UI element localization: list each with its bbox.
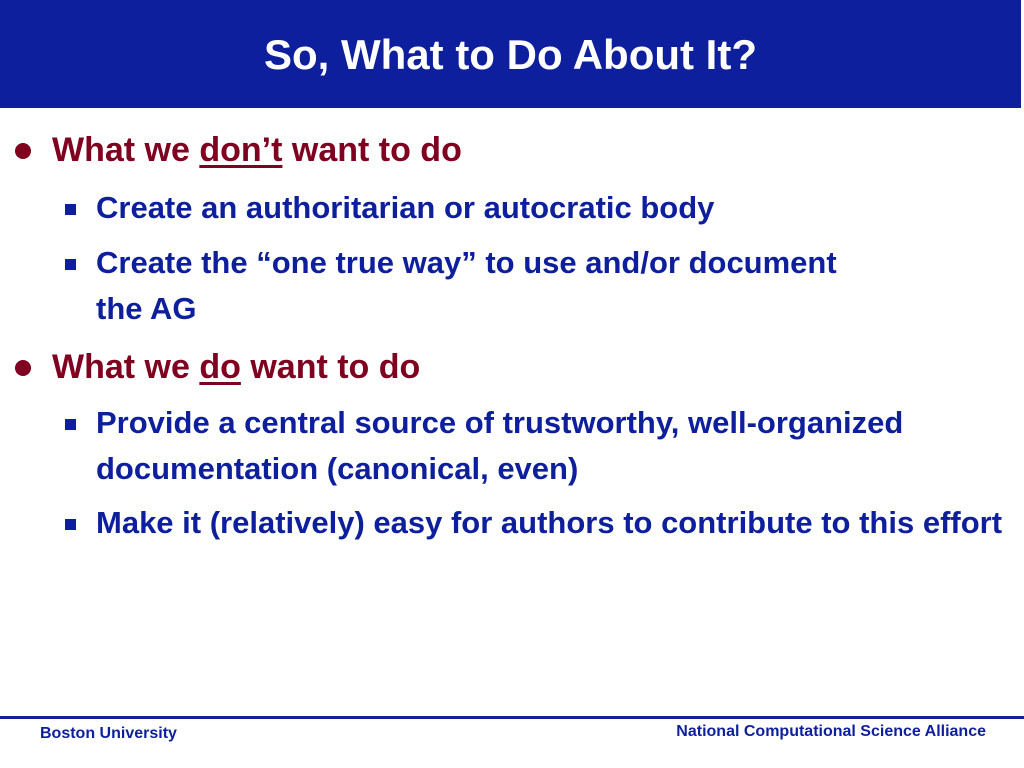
sub-bullet: Provide a central source of trustworthy, well-organized documentation (canonical, even) xyxy=(96,405,904,486)
round-bullet-icon xyxy=(15,143,31,159)
bullet-heading-suffix: want to do xyxy=(240,348,421,386)
square-bullet-icon xyxy=(65,519,76,530)
footer-left-text: Boston University xyxy=(40,725,177,742)
round-bullet-icon xyxy=(15,360,31,376)
sub-bullet: Create an authoritarian or autocratic body xyxy=(96,190,715,225)
bullet-heading-emphasis: don’t xyxy=(199,131,283,169)
slide-title: So, What to Do About It? xyxy=(264,31,757,78)
bullet-heading-emphasis: do xyxy=(199,348,241,386)
square-bullet-icon xyxy=(65,204,76,215)
square-bullet-icon xyxy=(65,259,76,270)
bullet-heading xyxy=(52,130,462,170)
sub-bullet: Create the “one true way” to use and/or document the AG xyxy=(96,245,837,326)
bullet-heading xyxy=(52,347,420,387)
bullet-heading-prefix: What we xyxy=(52,348,200,386)
footer-divider xyxy=(0,716,1024,719)
sub-bullet: Make it (relatively) easy for authors to contribute to this effort xyxy=(96,505,1003,540)
square-bullet-icon xyxy=(65,419,76,430)
bullet-heading-suffix: want to do xyxy=(282,131,462,169)
bullet-heading-prefix: What we xyxy=(52,131,200,169)
footer-right-text: National Computational Science Alliance xyxy=(676,723,986,740)
